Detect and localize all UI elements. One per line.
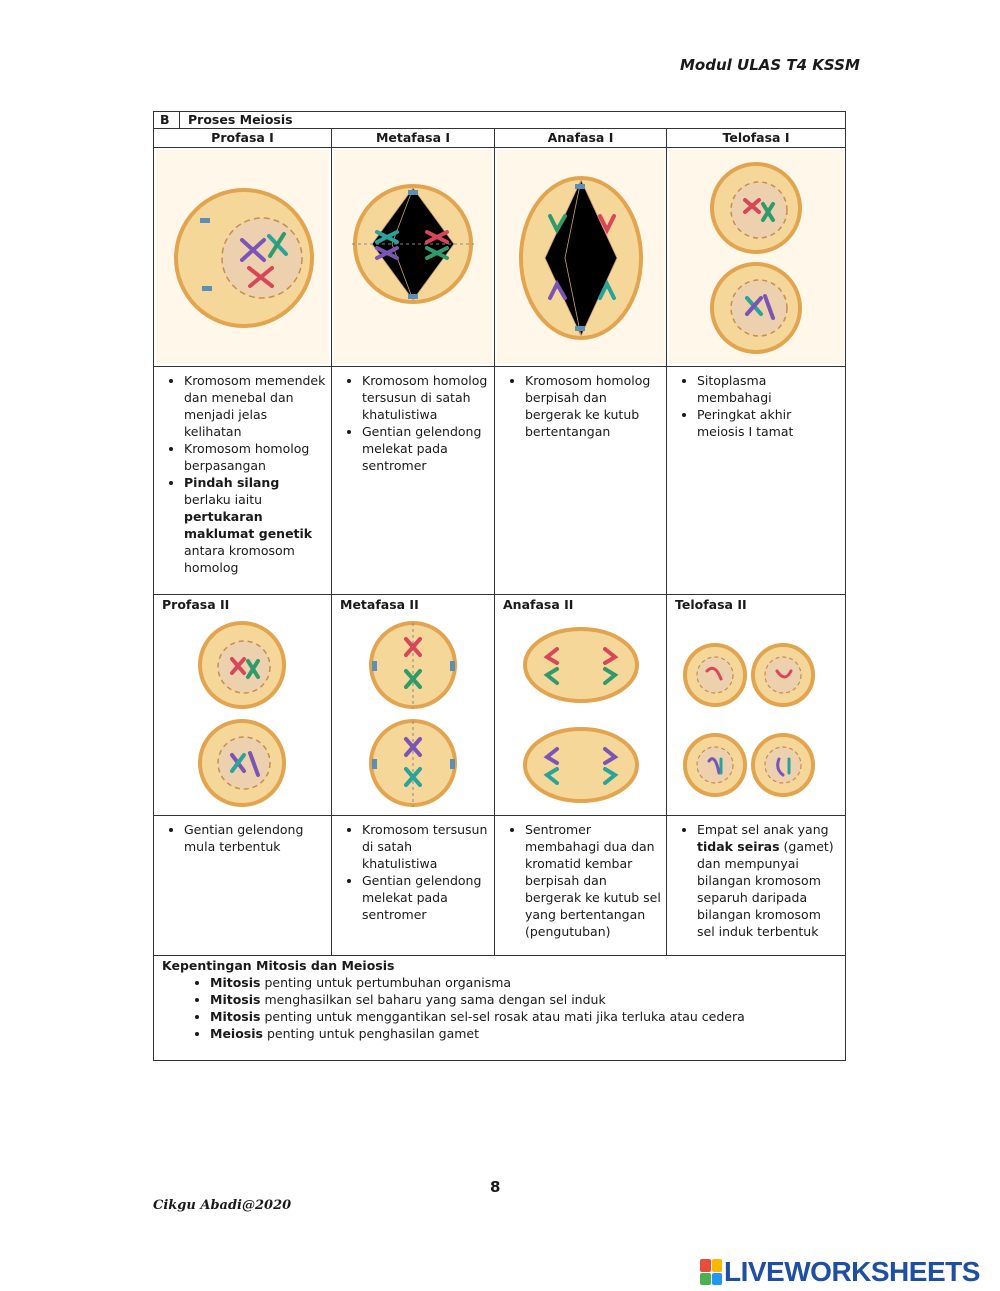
phase-label-profasa2: Profasa II [162,597,230,612]
text: antara kromosom homolog [184,543,295,575]
telofasa1-description [667,367,846,595]
list-item [210,974,837,991]
anafasa2-description [495,816,667,956]
list-item: • Gentian gelendong melekat pada sentromer [362,872,490,923]
bold-term: pertukaran maklumat genetik [184,509,313,541]
bold-term: Mitosis [210,992,261,1007]
logo-text: LIVEWORKSHEETS [724,1256,980,1287]
list-item [210,1025,837,1042]
text: penting untuk pertumbuhan organisma [264,975,512,990]
phase-header-telofasa1: Telofasa I [667,129,846,148]
list-item [697,821,841,940]
meiosis1-description-row [154,367,846,595]
meiosis2-image-row [154,595,846,816]
metafasa2-description [332,816,495,956]
profasa2-description [154,816,332,956]
bold-term: Mitosis [210,975,261,990]
profasa1-description [154,367,332,595]
anafasa1-description [495,367,667,595]
list-item: • Kromosom homolog tersusun di satah khatulistiwa [362,372,490,423]
list-item: • Kromosom tersusun di satah khatulistiwa [362,821,490,872]
text: penting untuk menggantikan sel-sel rosak atau mati jika terluka atau cedera [264,1009,745,1024]
liveworksheets-logo[interactable] [700,1256,980,1288]
meiosis1-image-row [154,148,846,367]
bold-term: Mitosis [210,1009,261,1024]
anafasa2-cell [495,595,667,816]
phase-label-telofasa2: Telofasa II [675,597,747,612]
list-item: • Peringkat akhir meiosis I tamat [697,406,841,440]
list-item [210,991,837,1008]
list-item: • Sentromer membahagi dua dan kromatid kembar berpisah dan bergerak ke kutub sel yang bertentangan (pengutuban) [525,821,662,940]
text: (gamet) dan mempunyai bilangan kromosom separuh daripada bilangan kromosom sel induk terbentuk [697,839,834,939]
telofasa2-description [667,816,846,956]
logo-icon [700,1259,722,1285]
text: menghasilkan sel baharu yang sama dengan sel induk [264,992,606,1007]
profasa2-cell [154,595,332,816]
list-item: • Kromosom homolog berpisah dan bergerak ke kutub bertentangan [525,372,662,440]
module-title: Modul ULAS T4 KSSM [680,56,860,74]
list-item [184,474,327,576]
text: Empat sel anak yang [697,822,829,837]
section-header-row [154,112,846,129]
profasa1-illustration [154,148,332,367]
page-number: 8 [490,1178,501,1196]
phase-label-metafasa2: Metafasa II [340,597,419,612]
list-item: • Gentian gelendong mula terbentuk [184,821,327,855]
bold-term: tidak seiras [697,839,780,854]
meiosis-table [153,111,846,1061]
phase-header-profasa1: Profasa I [154,129,332,148]
list-item [210,1008,837,1025]
metafasa1-illustration [332,148,495,367]
meiosis1-header-row [154,129,846,148]
list-item: • Sitoplasma membahagi [697,372,841,406]
section-letter: B [154,112,180,129]
author-signature: Cikgu Abadi@2020 [153,1198,292,1213]
telofasa1-illustration [667,148,846,367]
phase-header-anafasa1: Anafasa I [495,129,667,148]
bold-term: Pindah silang [184,475,280,490]
list-item: • Gentian gelendong melekat pada sentromer [362,423,490,474]
metafasa1-description [332,367,495,595]
text: penting untuk penghasilan gamet [266,1026,480,1041]
importance-section [154,956,846,1061]
anafasa1-illustration [495,148,667,367]
telofasa2-cell [667,595,846,816]
bold-term: Meiosis [210,1026,263,1041]
text: berlaku iaitu [184,492,263,507]
phase-header-metafasa1: Metafasa I [332,129,495,148]
list-item: • Kromosom memendek dan menebal dan menjadi jelas kelihatan [184,372,327,440]
phase-label-anafasa2: Anafasa II [503,597,574,612]
list-item: • Kromosom homolog berpasangan [184,440,327,474]
importance-title: Kepentingan Mitosis dan Meiosis [162,958,395,973]
section-title: Proses Meiosis [180,112,846,129]
meiosis2-description-row [154,816,846,956]
metafasa2-cell [332,595,495,816]
importance-row [154,956,846,1061]
